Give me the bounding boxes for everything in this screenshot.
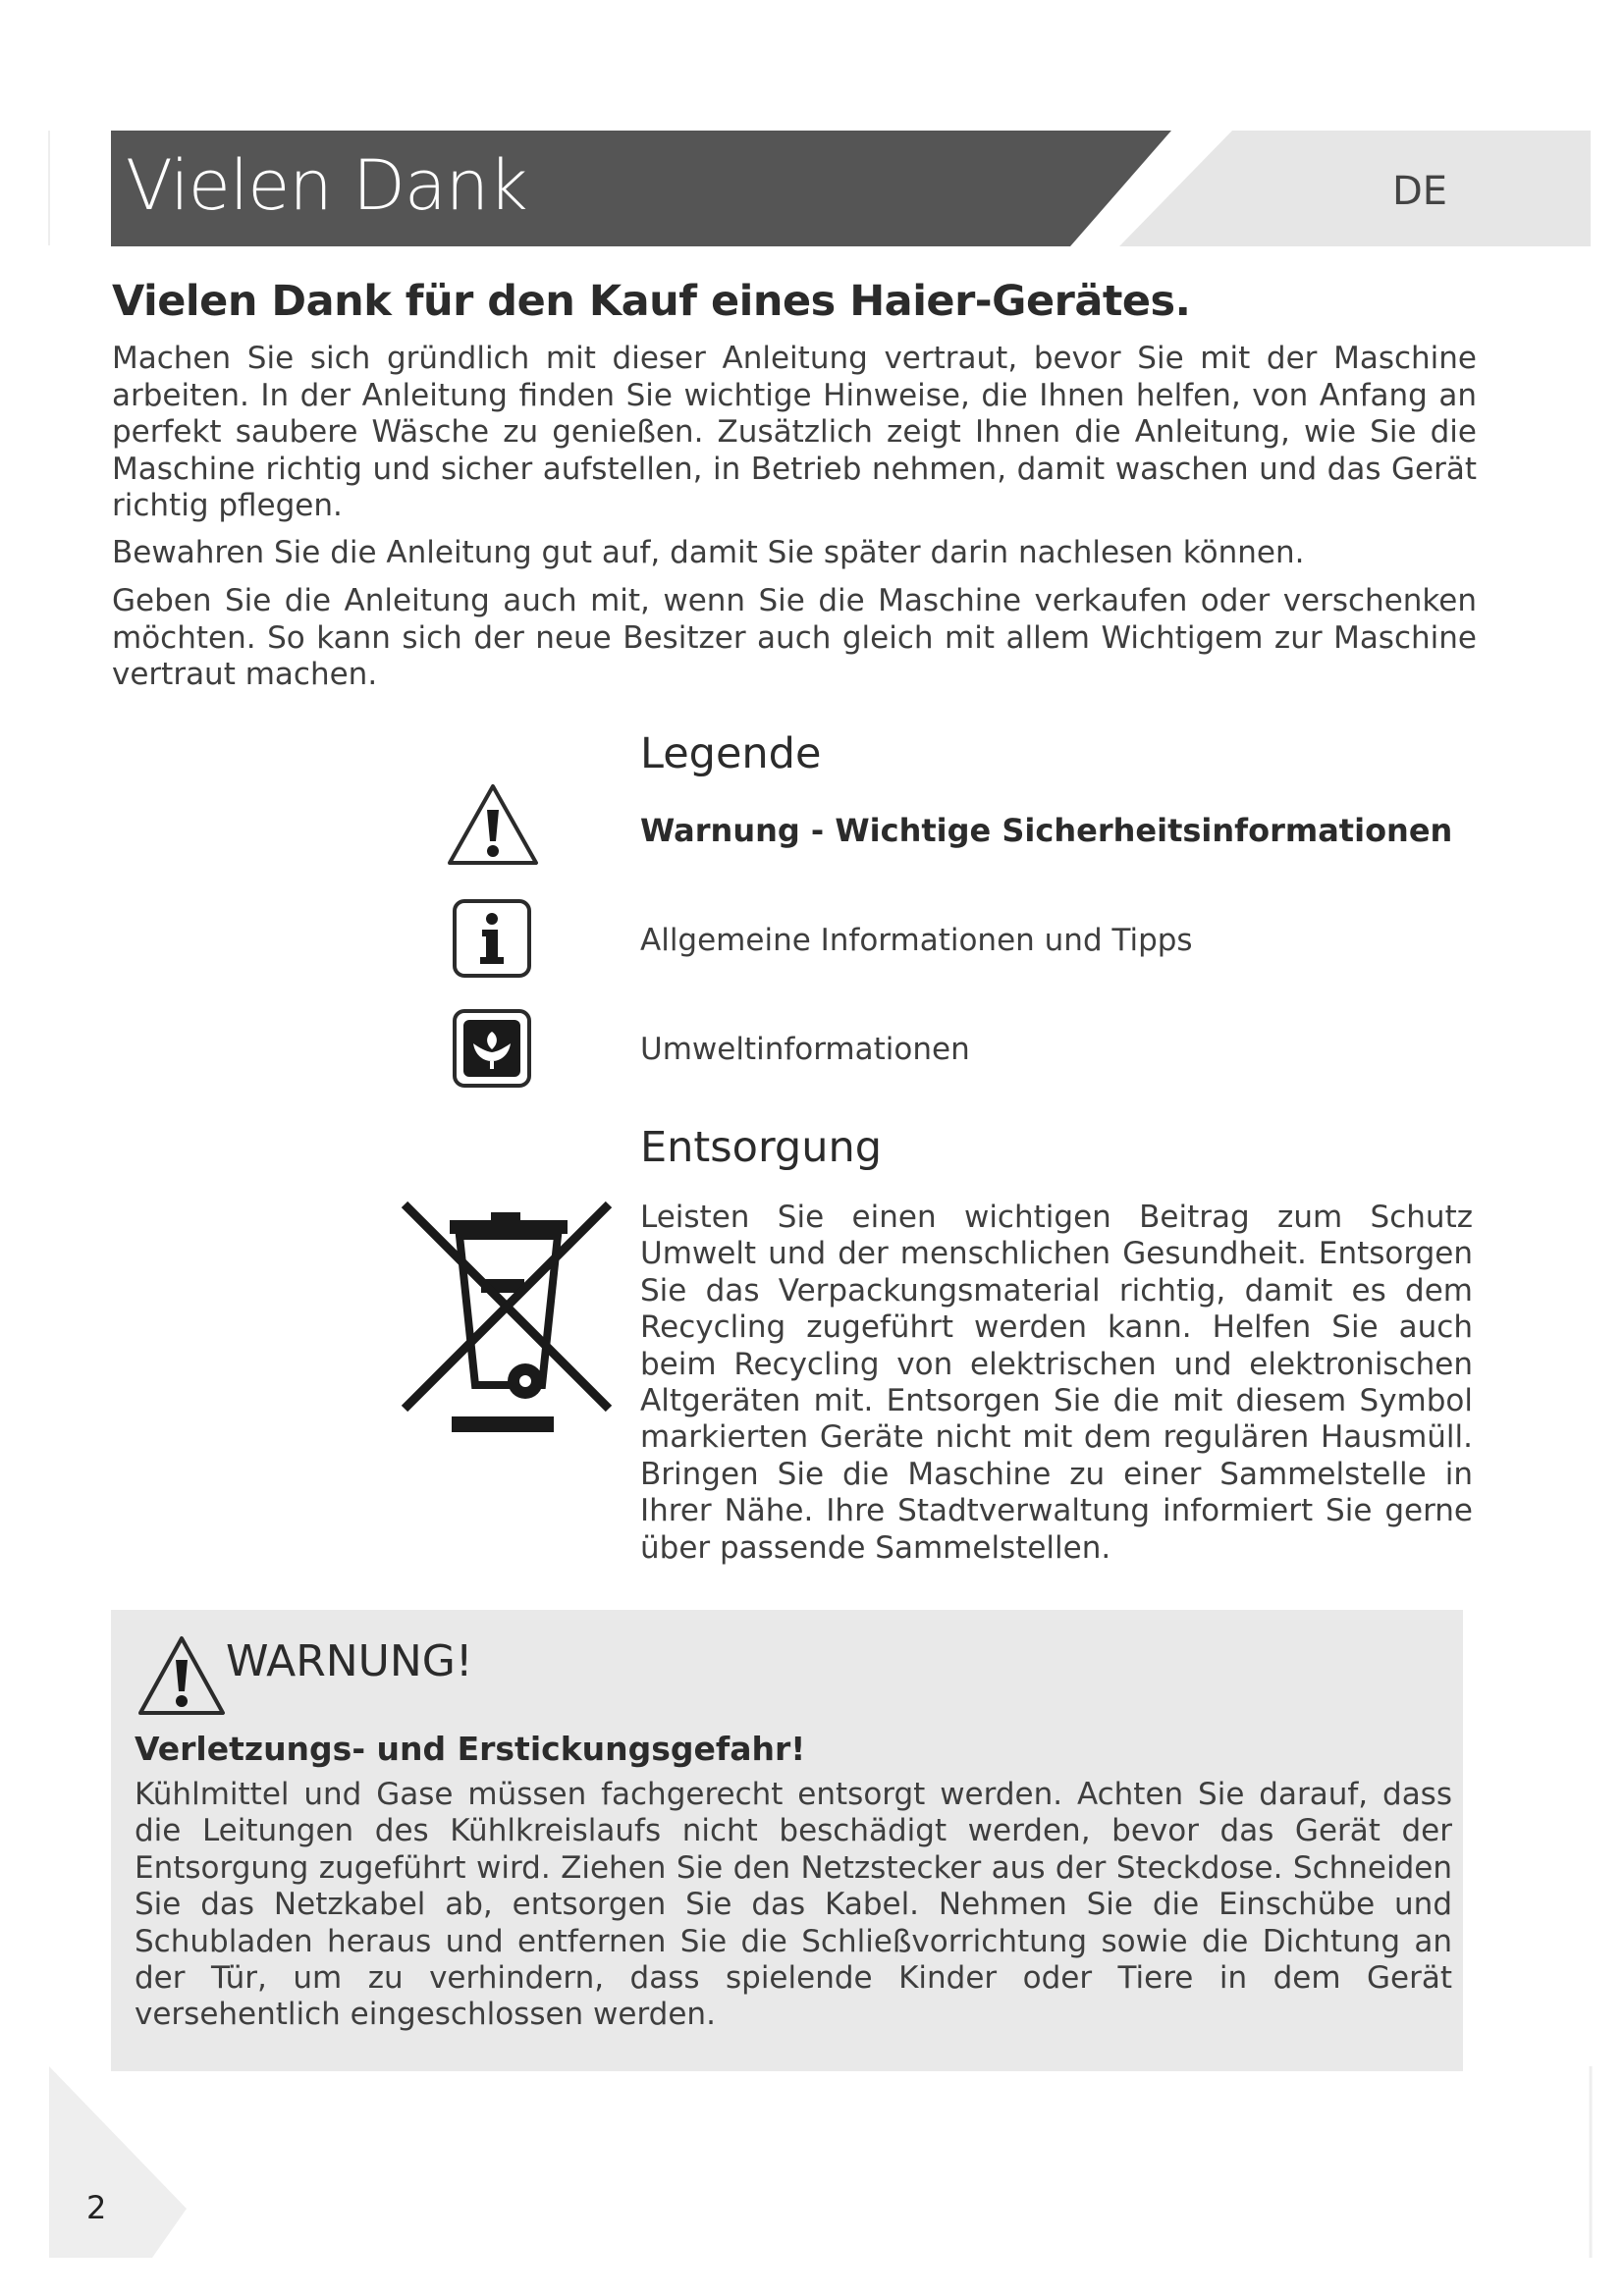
intro-paragraph: Geben Sie die Anleitung auch mit, wenn Sie die Maschine verkaufen oder verschenken möchten. So kann sich der neue Besitzer auch gleich mit allem Wichtigem zur Maschine vertraut machen. [112,583,1477,692]
legend-item-warning: Warnung - Wichtige Sicherheitsinformationen [640,812,1453,849]
footer-corner-shape [49,2066,187,2258]
page-number: 2 [86,2189,107,2226]
disposal-title: Entsorgung [640,1123,883,1172]
page-title: Vielen Dank [126,145,527,226]
legend-item-environment: Umweltinformationen [640,1032,970,1067]
warning-text: Kühlmittel und Gase müssen fachgerecht entsorgt werden. Achten Sie darauf, dass die Leitungen des Kühlkreislaufs nicht beschädigt werden, bevor das Gerät der Entsorgung zugeführt wird. Ziehen Sie den Netzstecker aus der Steckdose. Schneiden Sie das Netzkabel ab, entsorgen Sie das Kabel. Nehmen Sie die Einschübe und Schubladen heraus und entfernen Sie die Schließvorrichtung sowie die Dichtung an der Tür, um zu verhindern, dass spielende Kinder oder Tiere in dem Gerät versehentlich eingeschlossen werden. [135,1777,1452,2033]
warning-triangle-icon [444,780,542,869]
disposal-text: Leisten Sie einen wichtigen Beitrag zum Schutz Umwelt und der menschlichen Gesundheit. Entsorgen Sie das Verpackungsmaterial richtig, damit es dem Recycling zugeführt werden kann. Helfen Sie auch beim Recycling von elektrischen und elektronischen Altgeräten mit. Entsorgen Sie die mit diesem Symbol markierten Geräte nicht mit dem regulären Hausmüll. Bringen Sie die Maschine zu einer Sammelstelle in Ihrer Nähe. Ihre Stadtverwaltung informiert Sie gerne über passende Sammelstellen. [640,1200,1473,1566]
warning-heading: WARNUNG! [226,1636,473,1686]
warning-subheading: Verletzungs- und Erstickungsgefahr! [135,1730,806,1768]
intro-heading: Vielen Dank für den Kauf eines Haier-Gerätes. [112,277,1191,326]
legend-title: Legende [640,729,822,778]
legend-item-info: Allgemeine Informationen und Tipps [640,923,1193,958]
info-icon [450,896,534,981]
footer-graphic [0,2042,1624,2296]
crossed-out-wheelie-bin-icon [393,1193,619,1448]
warning-triangle-icon [135,1632,229,1719]
intro-paragraph: Bewahren Sie die Anleitung gut auf, damit Sie später darin nachlesen können. [112,535,1305,570]
intro-paragraph: Machen Sie sich gründlich mit dieser Anleitung vertraut, bevor Sie mit der Maschine arbeiten. In der Anleitung finden Sie wichtige Hinweise, die Ihnen helfen, von Anfang an perfekt saubere Wäsche zu genießen. Zusätzlich zeigt Ihnen die Anleitung, wie Sie die Maschine richtig und sicher aufstellen, in Betrieb nehmen, damit waschen und das Gerät richtig pflegen. [112,341,1477,523]
environment-icon [450,1006,534,1091]
language-label: DE [1392,169,1448,214]
